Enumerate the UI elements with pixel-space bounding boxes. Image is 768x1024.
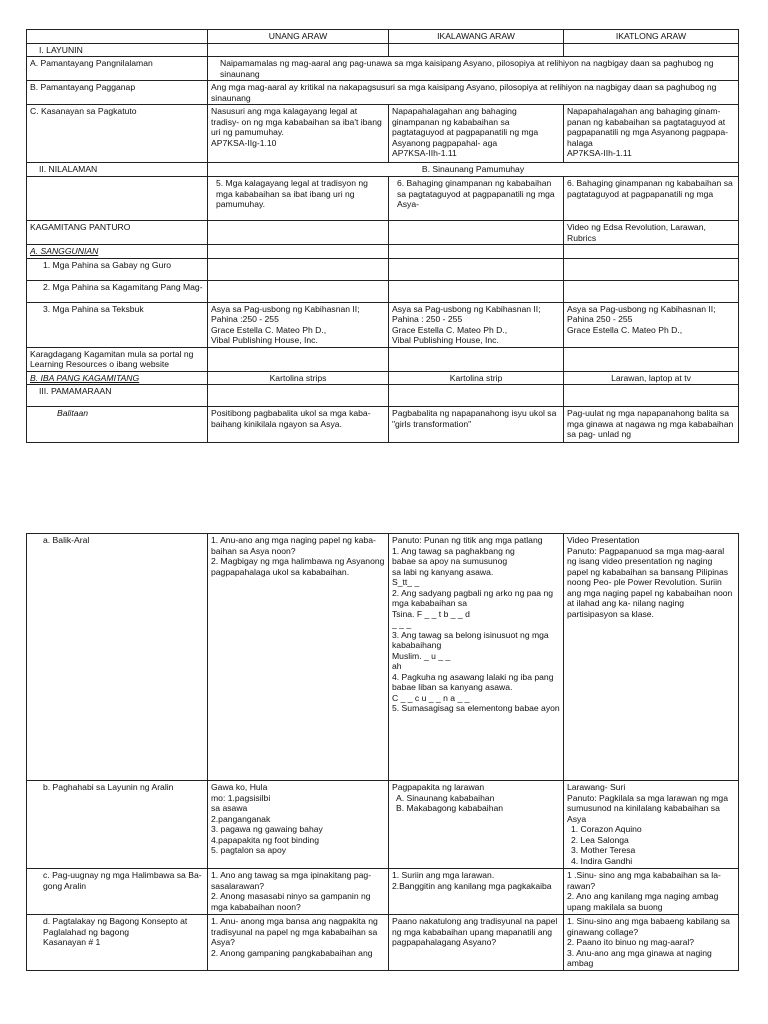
balik-aral-item-3: 3. Ang tawag sa belong isinusuot ng mga kababaihang Muslim. _ u _ _ ah — [392, 629, 549, 671]
paghahabi-day-2 — [389, 781, 564, 869]
paghahabi-day-1: Gawa ko, Hula mo: 1.pagsisilbi sa asawa 2.panganganak 3. pagawa ng gawaing bahay 4.papapakita ng foot binding 5. pagtalon sa apoy — [208, 781, 389, 869]
row-pagganap — [27, 81, 739, 105]
pamamaraan-label: III. PAMAMARAAN — [27, 385, 208, 407]
header-day-2: IKALAWANG ARAW — [389, 30, 564, 44]
row-kagamitang-pang — [27, 280, 739, 302]
balik-aral-day-1: 1. Anu-ano ang mga naging papel ng kaba- baihan sa Asya noon? 2. Magbigay ng mga halimbawa ng Asyanong pagpapahalaga ukol sa kababaihan. — [208, 534, 389, 781]
pag-uugnay-label: c. Pag-uugnay ng mga Halimbawa sa Ba- gong Aralin — [27, 869, 208, 915]
kasanayan-day-2: Napapahalagahan ang bahaging ginampanan ng kababaihan sa pagtataguyod at pagpapanatili ng mga Asyanong pagpapahal- aga AP7KSA-IIh-1.11 — [389, 105, 564, 163]
iba-day-1: Kartolina strips — [208, 371, 389, 385]
header-row — [27, 30, 739, 44]
iba-day-3: Larawan, laptop at tv — [564, 371, 739, 385]
header-empty — [27, 30, 208, 44]
balik-aral-item-1: 1. Ang tawag sa paghakbang ng babae sa apoy na sumusunog sa labi ng kanyang asawa. S_tt_ _ — [392, 545, 515, 587]
kasanayan-day-1: Nasusuri ang mga kalagayang legal at tradisy- on ng mga kababaihan sa iba't ibang uri ng pamumuhay. AP7KSA-IIg-1.10 — [208, 105, 389, 163]
paghahabi-day-2-item-a: A. Sinaunang kababaihan — [396, 792, 495, 803]
balik-aral-day-3: Video Presentation Panuto: Pagpapanuod sa mga mag-aaral ng isang video presentation ng naging papel ng kababaihan sa bansang Pilipinas noong Peo- ple Power Revolution. Suriin ang mga naging papel ng kababaihan noon at ilahad ang ka- nilang naging partisipasyon sa klase. — [564, 534, 739, 781]
row-iba-pang — [27, 371, 739, 385]
pagtalakay-day-3: 1. Sinu-sino ang mga babaeng kabilang sa ginawang collage? 2. Paano ito binuo ng mag-aaral? 3. Anu-ano ang mga ginawa at naging ambag — [564, 915, 739, 971]
pag-uugnay-day-1: 1. Ano ang tawag sa mga ipinakitang pag- sasalarawan? 2. Anong masasabi ninyo sa gampanin ng mga kababaihan noon? — [208, 869, 389, 915]
row-paghahabi — [27, 781, 739, 869]
row-teksbuk — [27, 302, 739, 347]
pangnilalaman-text: Naipamamalas ng mag-aaral ang pag-unawa sa mga kaisipang Asyano, pilosopiya at relihiyon na nagbigay daan sa paghubog ng sinaunang — [208, 57, 739, 81]
balik-aral-item-2: 2. Ang sadyang pagbali ng arko ng paa ng mga kababaihan sa Tsina. F _ _ t b _ _ d _ _ _ — [392, 587, 554, 629]
teksbuk-day-3: Asya sa Pag-usbong ng Kabihasnan II; Pahina 250 - 255 Grace Estella C. Mateo Ph D., — [564, 302, 739, 347]
balik-aral-item-5: 5. Sumasagisag sa elementong babae ayon — [392, 703, 560, 713]
teksbuk-day-2: Asya sa Pag-usbong ng Kabihasnan II; Pahina : 250 - 255 Grace Estella C. Mateo Ph D., Vibal Publishing House, Inc. — [389, 302, 564, 347]
balik-aral-instructions: Panuto: Punan ng titik ang mga patlang — [392, 535, 543, 545]
kagamitan-day-3: Video ng Edsa Revolution, Larawan, Rubrics — [564, 221, 739, 245]
row-pangnilalaman — [27, 57, 739, 81]
paghahabi-day-3-item-3: 3. Mother Teresa — [571, 845, 636, 855]
row-layunin — [27, 43, 739, 57]
nilalaman-day-1: 5. Mga kalagayang legal at tradisyon ng mga kababaihan sa ibat ibang uri ng pamumuhay. — [208, 177, 389, 221]
paghahabi-day-3 — [564, 781, 739, 869]
teksbuk-label: 3. Mga Pahina sa Teksbuk — [27, 302, 208, 347]
nilalaman-heading: B. Sinaunang Pamumuhay — [208, 163, 739, 177]
pag-uugnay-day-3: 1 .Sinu- sino ang mga kababaihan sa la- rawan? 2. Ano ang kanilang mga naging ambag upang makilala sa buong — [564, 869, 739, 915]
pagganap-label: B. Pamantayang Pagganap — [27, 81, 208, 105]
balik-aral-day-2 — [389, 534, 564, 781]
row-balitaan — [27, 407, 739, 443]
row-sanggunian — [27, 245, 739, 259]
row-balik-aral — [27, 534, 739, 781]
nilalaman-label: II. NILALAMAN — [27, 163, 208, 177]
nilalaman-day-2: 6. Bahaging ginampanan ng kababaihan sa pagtataguyod at pagpapanatili ng mga Asya- — [389, 177, 564, 221]
sanggunian-label: A. SANGGUNIAN — [27, 245, 208, 259]
paghahabi-day-3-item-2: 2. Lea Salonga — [571, 834, 629, 845]
paghahabi-day-3-item-1: 1. Corazon Aquino — [571, 824, 642, 834]
pag-uugnay-day-2: 1. Suriin ang mga larawan. 2.Banggitin ang kanilang mga pagkakaiba — [389, 869, 564, 915]
row-gabay — [27, 258, 739, 280]
kasanayan-label: C. Kasanayan sa Pagkatuto — [27, 105, 208, 163]
paghahabi-day-3-head: Larawang- Suri Panuto: Pagkilala sa mga larawan ng mga sumusunod na kinilalang kababaihan sa Asya — [567, 782, 728, 824]
iba-day-2: Kartolina strip — [389, 371, 564, 385]
header-day-3: IKATLONG ARAW — [564, 30, 739, 44]
karagdagan-label: Karagdagang Kagamitan mula sa portal ng Learning Resources o ibang website — [27, 347, 208, 371]
row-nilalaman-detail — [27, 177, 739, 221]
balitaan-day-1: Positibong pagbabalita ukol sa mga kaba- baihang kinikilala ngayon sa Asya. — [208, 407, 389, 443]
row-kasanayan — [27, 105, 739, 163]
guro-label: 1. Mga Pahina sa Gabay ng Guro — [27, 258, 208, 280]
row-pag-uugnay — [27, 869, 739, 915]
row-nilalaman — [27, 163, 739, 177]
balitaan-label: Balitaan — [27, 407, 208, 443]
lesson-plan-table-top — [26, 29, 739, 443]
row-pamamaraan — [27, 385, 739, 407]
paghahabi-day-2-head: Pagpapakita ng larawan — [392, 782, 485, 792]
pagganap-text: Ang mga mag-aaral ay kritikal na nakapagsusuri sa mga kaisipang Asyano, pilosopiya at relihiyon na nagbigay daan sa paghubog ng sinaunang — [208, 81, 739, 105]
balik-aral-label: a. Balik-Aral — [27, 534, 208, 781]
row-kagamitan — [27, 221, 739, 245]
kagamitan-label: KAGAMITANG PANTURO — [27, 221, 208, 245]
balik-aral-item-4: 4. Pagkuha ng asawang lalaki ng iba pang babae liban sa kanyang asawa. C _ _ c u _ _ n a _ _ — [392, 671, 554, 703]
row-karagdagan — [27, 347, 739, 371]
balitaan-day-3: Pag-uulat ng mga napapanahong balita sa mga ginawa at nagawa ng mga kababaihan sa pag- unlad ng — [564, 407, 739, 443]
pagtalakay-day-1: 1. Anu- anong mga bansa ang nagpakita ng tradisyunal na papel ng mga kababaihan sa Asya? 2. Anong gampaning pangkababaihan ang — [208, 915, 389, 971]
iba-label: B. IBA PANG KAGAMITANG — [27, 371, 208, 385]
teksbuk-day-1: Asya sa Pag-usbong ng Kabihasnan II; Pahina :250 - 255 Grace Estella C. Mateo Ph D., Vibal Publishing House, Inc. — [208, 302, 389, 347]
kasanayan-day-3: Napapahalagahan ang bahaging ginam- panan ng kababaihan sa pagtataguyod at pagpapanatili ng mga Asyanong pagpapa- halaga AP7KSA-IIh-1.11 — [564, 105, 739, 163]
pagtalakay-label: d. Pagtalakay ng Bagong Konsepto at Paglalahad ng bagong Kasanayan # 1 — [27, 915, 208, 971]
pagtalakay-day-2: Paano nakatulong ang tradisyunal na papel ng mga kababaihan upang mapanatili ang pagpapahalagang Asyano? — [389, 915, 564, 971]
paghahabi-day-2-item-b: B. Makabagong kababaihan — [396, 803, 504, 813]
balitaan-day-2: Pagbabalita ng napapanahong isyu ukol sa "girls transformation" — [389, 407, 564, 443]
pangnilalaman-label: A. Pamantayang Pangnilalaman — [27, 57, 208, 81]
layunin-label: I. LAYUNIN — [27, 43, 208, 57]
nilalaman-day-3: 6. Bahaging ginampanan ng kababaihan sa pagtataguyod at pagpapanatili ng mga — [564, 177, 739, 221]
header-day-1: UNANG ARAW — [208, 30, 389, 44]
paghahabi-day-3-item-4: 4. Indira Gandhi — [571, 855, 633, 866]
row-pagtalakay — [27, 915, 739, 971]
paghahabi-label: b. Paghahabi sa Layunin ng Aralin — [27, 781, 208, 869]
lesson-plan-table-bottom — [26, 533, 739, 971]
kagamitang-label: 2. Mga Pahina sa Kagamitang Pang Mag- — [27, 280, 208, 302]
